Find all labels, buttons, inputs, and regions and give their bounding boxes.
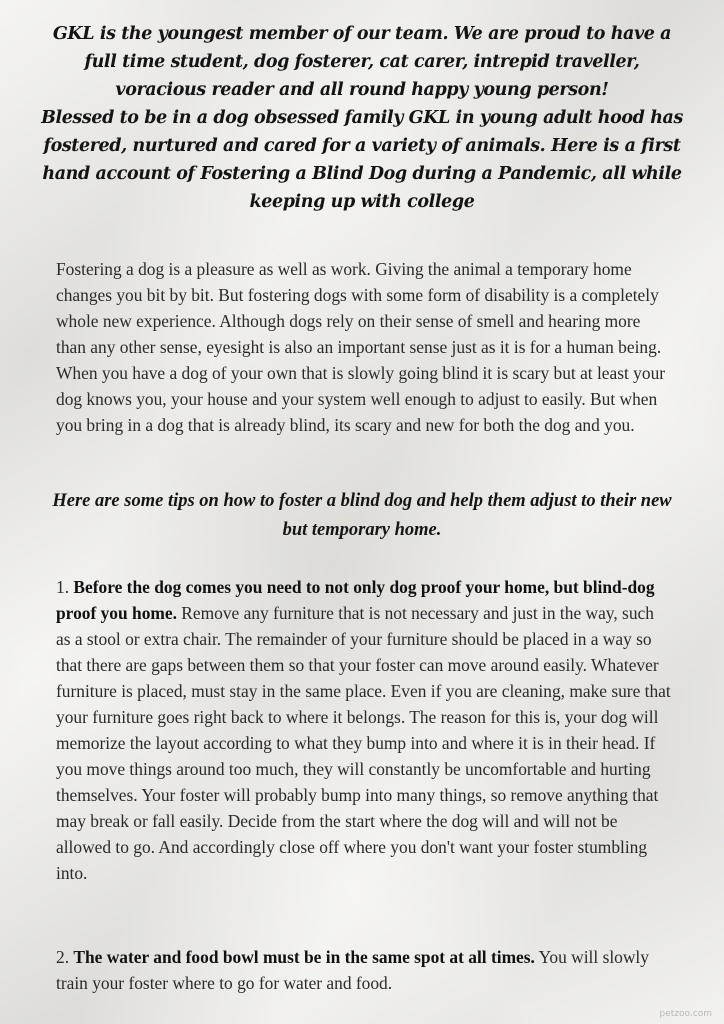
intro-line-2: Blessed to be in a dog obsessed family GKL in young adult hood has fostered, nurtured and cared for a variety of animals. Here is a first hand account of Fostering a Blind Dog during a Pandemic, all while keeping up with college <box>41 108 683 212</box>
tips-heading: Here are some tips on how to foster a blind dog and help them adjust to their new but temporary home. <box>52 491 672 540</box>
intro-line-1: GKL is the youngest member of our team. We are proud to have a full time student, dog fosterer, cat carer, intrepid traveller, voracious reader and all round happy young person! <box>52 24 672 100</box>
tip-2 <box>56 944 672 996</box>
tip-2-number: 2. <box>56 947 74 967</box>
tip-2-text: You will slowly train your foster where to go for water and food. <box>56 947 649 993</box>
tip-1-text: Remove any furniture that is not necessary and just in the way, such as a stool or extra chair. The remainder of your furniture should be placed in a way so that there are gaps between them so that your foster can move around easily. Whatever furniture is placed, must stay in the same place. Even if you are cleaning, make sure that your furniture goes right back to where it belongs. The reason for this is, your dog will memorize the layout according to what they bump into and where it is in their head. If you move things around too much, they will constantly be uncomfortable and hurting themselves. Your foster will probably bump into many things, so remove anything that may break or fall easily. Decide from the start where the dog will and will not be allowed to go. And accordingly close off where you don't want your foster stumbling into. <box>56 603 671 883</box>
tip-2-bold: The water and food bowl must be in the same spot at all times. <box>73 947 535 967</box>
tip-1-number: 1. <box>56 577 74 597</box>
tip-1 <box>56 574 672 886</box>
paragraph-intro: Fostering a dog is a pleasure as well as work. Giving the animal a temporary home changes you bit by bit. But fostering dogs with some form of disability is a completely whole new experience. Although dogs rely on their sense of smell and hearing more than any other sense, eyesight is also an important sense just as it is for a human being. When you have a dog of your own that is slowly going blind it is scary but at least your dog knows you, your house and your system well enough to adjust to easily. But when you bring in a dog that is already blind, its scary and new for both the dog and you. <box>56 259 666 435</box>
watermark: petzoo.com <box>659 1009 712 1019</box>
intro-block <box>40 20 684 216</box>
tip-1-bold: Before the dog comes you need to not only dog proof your home, but blind-dog proof you home. <box>56 577 655 623</box>
